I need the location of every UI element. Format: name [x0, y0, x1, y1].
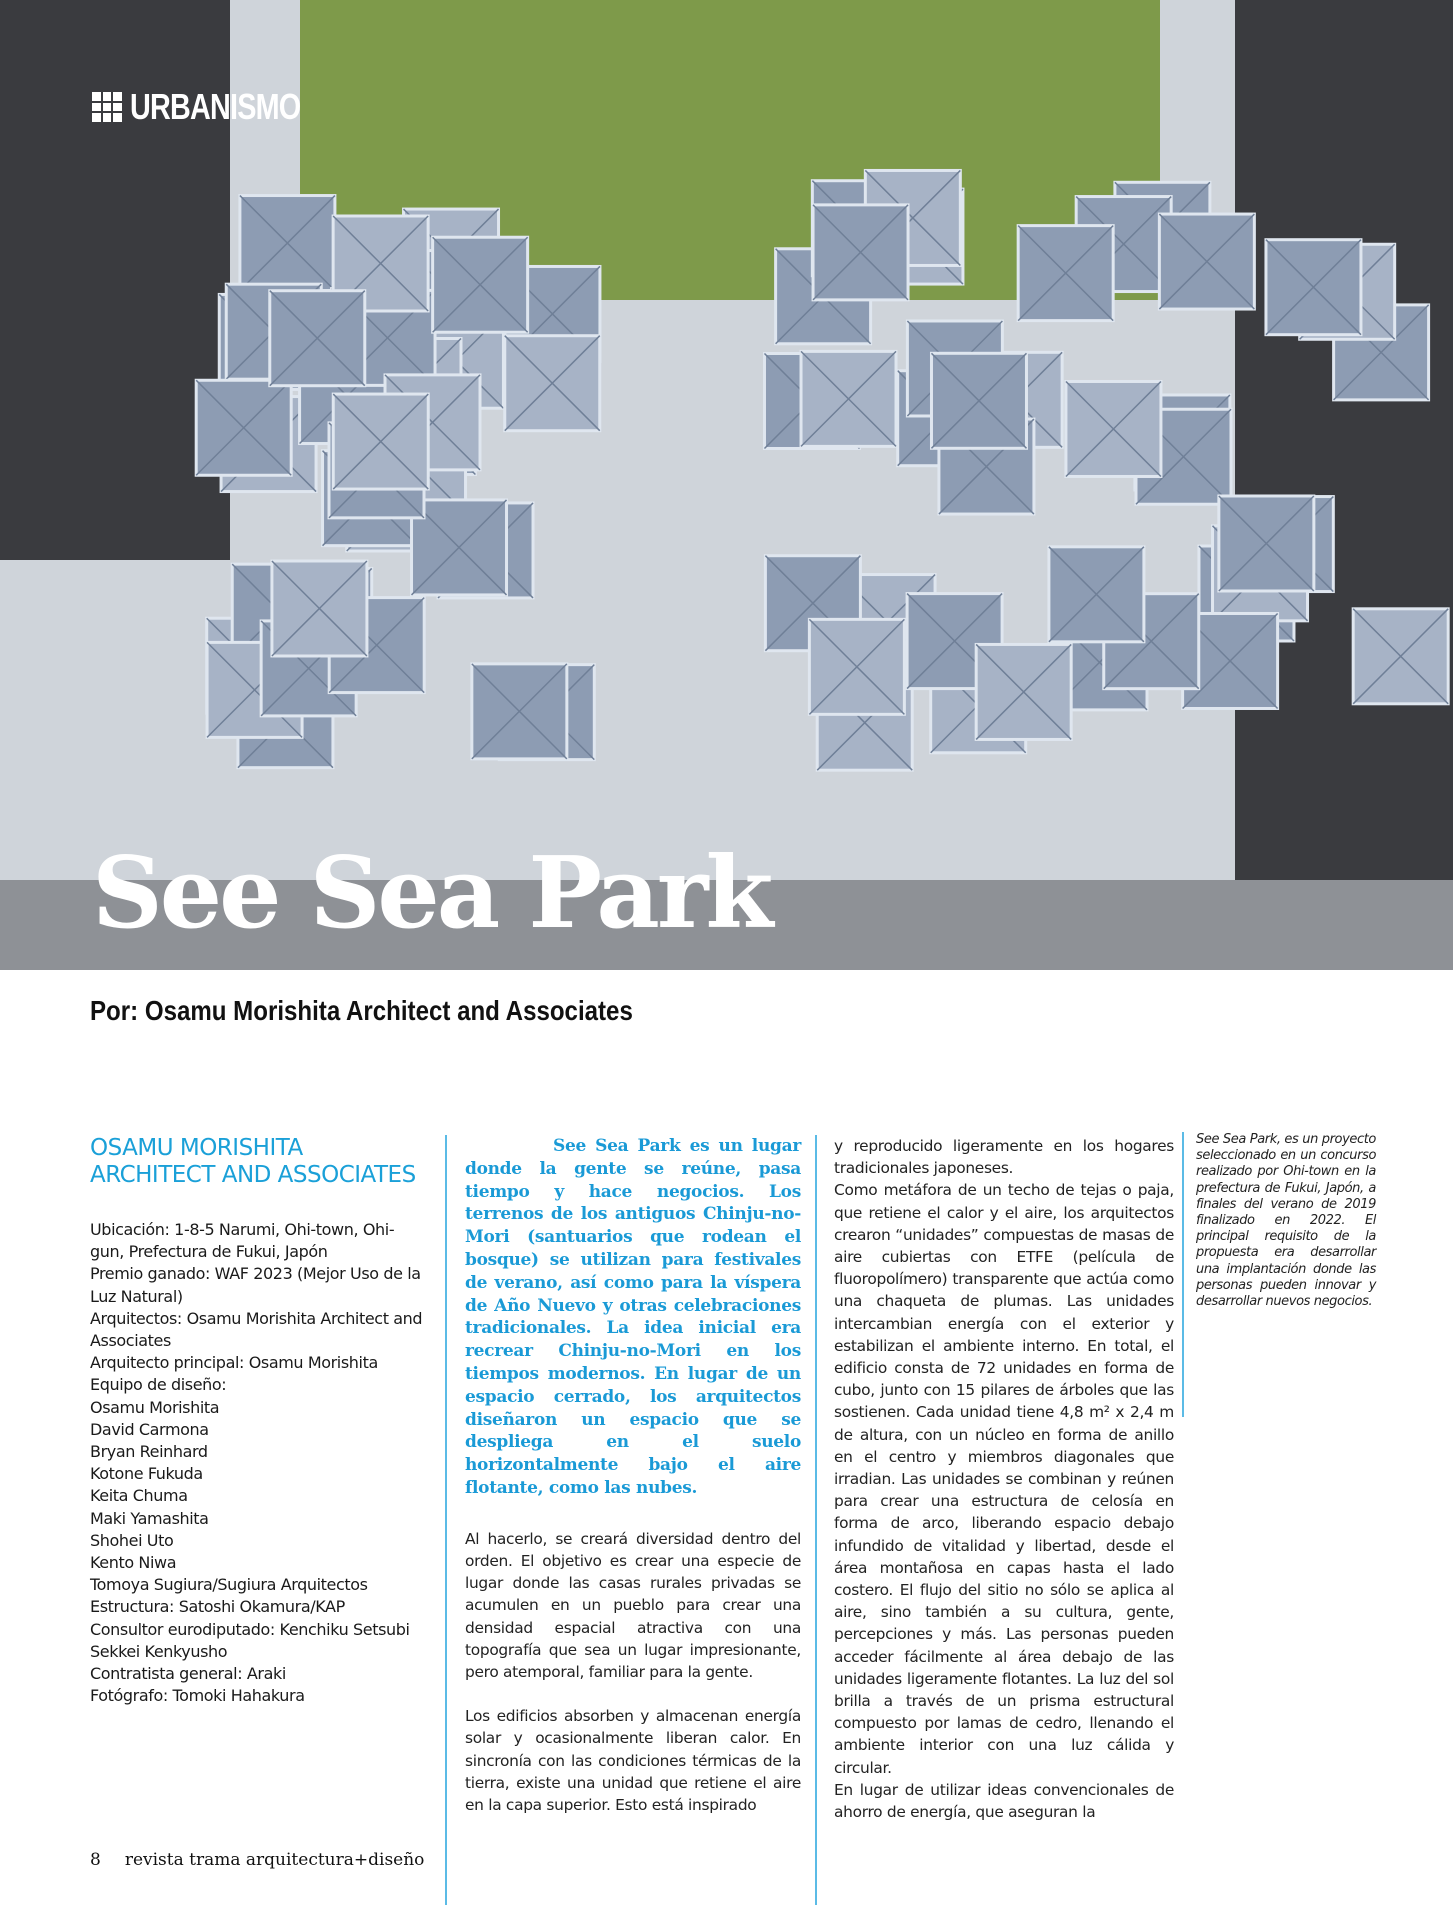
credits-column: [90, 1135, 426, 1707]
article-column-2: [834, 1135, 1174, 1823]
credit-team-member: Kento Niwa: [90, 1553, 177, 1573]
body-paragraph: y reproducido ligeramente en los hogares tradicionales japoneses.: [834, 1137, 1174, 1178]
credit-team-member: Bryan Reinhard: [90, 1442, 208, 1462]
credit-team-member: David Carmona: [90, 1419, 209, 1439]
lead-paragraph: See Sea Park es un lugar donde la gente se reúne, pasa tiempo y hace negocios. Los terrenos de los antiguos Chinju-no-Mori (santuarios que rodean el bosque) se utilizan para festivales de verano, así como para la víspera de Año Nuevo y otras celebraciones tradicionales. La idea inicial era recrear Chinju-no-Mori en los tiempos modernos. En lugar de un espacio cerrado, los arquitectos diseñaron un espacio que se despliega en el suelo horizontalmente bajo el aire flotante, como las nubes.: [465, 1136, 801, 1498]
article-column-1: [445, 1135, 817, 1905]
credit-architects: Arquitectos: Osamu Morishita Architect and Associates: [90, 1308, 423, 1351]
credit-structure: Estructura: Satoshi Okamura/KAP: [90, 1597, 345, 1617]
credit-location: Ubicación: 1-8-5 Narumi, Ohi-town, Ohi-gun, Prefectura de Fukui, Japón: [90, 1220, 395, 1262]
credit-award: Premio ganado: WAF 2023 (Mejor Uso de la Luz Natural): [90, 1264, 421, 1306]
page-footer: [90, 1850, 424, 1870]
body-paragraph: En lugar de utilizar ideas convencionales de ahorro de energía, que aseguran la: [834, 1780, 1174, 1822]
credit-lead-architect: Arquitecto principal: Osamu Morishita: [90, 1353, 378, 1373]
credit-contractor: Contratista general: Araki: [90, 1664, 286, 1684]
byline: Por: Osamu Morishita Architect and Associates: [90, 995, 633, 1026]
article-title: See Sea Park: [92, 836, 771, 951]
sidebar-heading-line1: OSAMU MORISHITA: [90, 1135, 303, 1161]
section-label: URBANISMO: [130, 86, 301, 127]
grid-icon: [92, 92, 122, 122]
credit-team-member: Maki Yamashita: [90, 1508, 209, 1528]
publication-name: revista trama arquitectura+diseño: [124, 1850, 425, 1870]
credit-photographer: Fotógrafo: Tomoki Hahakura: [90, 1686, 305, 1706]
sidebar-heading: [90, 1135, 426, 1189]
sidebar-heading-line2: ARCHITECT AND ASSOCIATES: [90, 1162, 416, 1188]
credit-team-member: Kotone Fukuda: [90, 1464, 203, 1484]
credit-consultant: Consultor eurodiputado: Kenchiku Setsubi Sekkei Kenkyusho: [90, 1619, 410, 1661]
credit-team-label: Equipo de diseño:: [90, 1375, 227, 1395]
body-paragraph: Como metáfora de un techo de tejas o paja, que retiene el calor y el aire, los arquitectos crearon “unidades” compuestas de masas de aire cubiertas con ETFE (película de fluoropolímero) transparente que actúa como una chaqueta de plumas. Las unidades intercambian energía con el exterior y estabilizan el ambiente interno. En total, el edificio consta de 72 unidades en forma de cubo, junto con 15 pilares de árboles que las sostienen. Cada unidad tiene 4,8 m² x 2,4 m de altura, con un núcleo en forma de anillo en el centro y miembros diagonales que irradian. Las unidades se combinan y reúnen para crear una estructura de celosía en forma de arco, liberando espacio debajo infundido de vitalidad y libertad, desde el área montañosa en capas hasta el lado costero. El flujo del sitio no sólo se aplica al aire, sino también a su cultura, gente, percepciones y más. Las personas pueden acceder fácilmente al área debajo de las unidades ligeramente flotantes. La luz del sol brilla a través de un prisma estructural compuesto por lamas de cedro, llenando el ambiente interior con una luz cálida y circular.: [834, 1181, 1174, 1777]
aside-note: [1182, 1132, 1376, 1417]
credit-team-member: Shohei Uto: [90, 1530, 174, 1550]
section-tag: [92, 86, 343, 128]
body-paragraph: Al hacerlo, se creará diversidad dentro del orden. El objetivo es crear una especie de lugar donde las casas rurales privadas se acumulen en un pueblo para crear una densidad espacial atractiva con una topografía que sea un lugar impresionante, pero atemporal, familiar para la gente.: [465, 1529, 801, 1681]
body-paragraph: Los edificios absorben y almacenan energía solar y ocasionalmente liberan calor. En sincronía con las condiciones térmicas de la tierra, existe una unidad que retiene el aire en la capa superior. Esto está inspirado: [465, 1707, 801, 1814]
aside-text: See Sea Park, es un proyecto seleccionado en un concurso realizado por Ohi-town en la prefectura de Fukui, Japón, a finales del verano de 2019 finalizado en 2022. El principal requisito de la propuesta era desarrollar una implantación donde las personas pueden innovar y desarrollar nuevos negocios.: [1196, 1132, 1376, 1310]
page-number: 8: [90, 1850, 101, 1870]
credit-team-member: Osamu Morishita: [90, 1397, 220, 1417]
credits-list: [90, 1219, 426, 1707]
credit-team-member: Tomoya Sugiura/Sugiura Arquitectos: [90, 1575, 368, 1595]
credit-team-member: Keita Chuma: [90, 1486, 188, 1506]
